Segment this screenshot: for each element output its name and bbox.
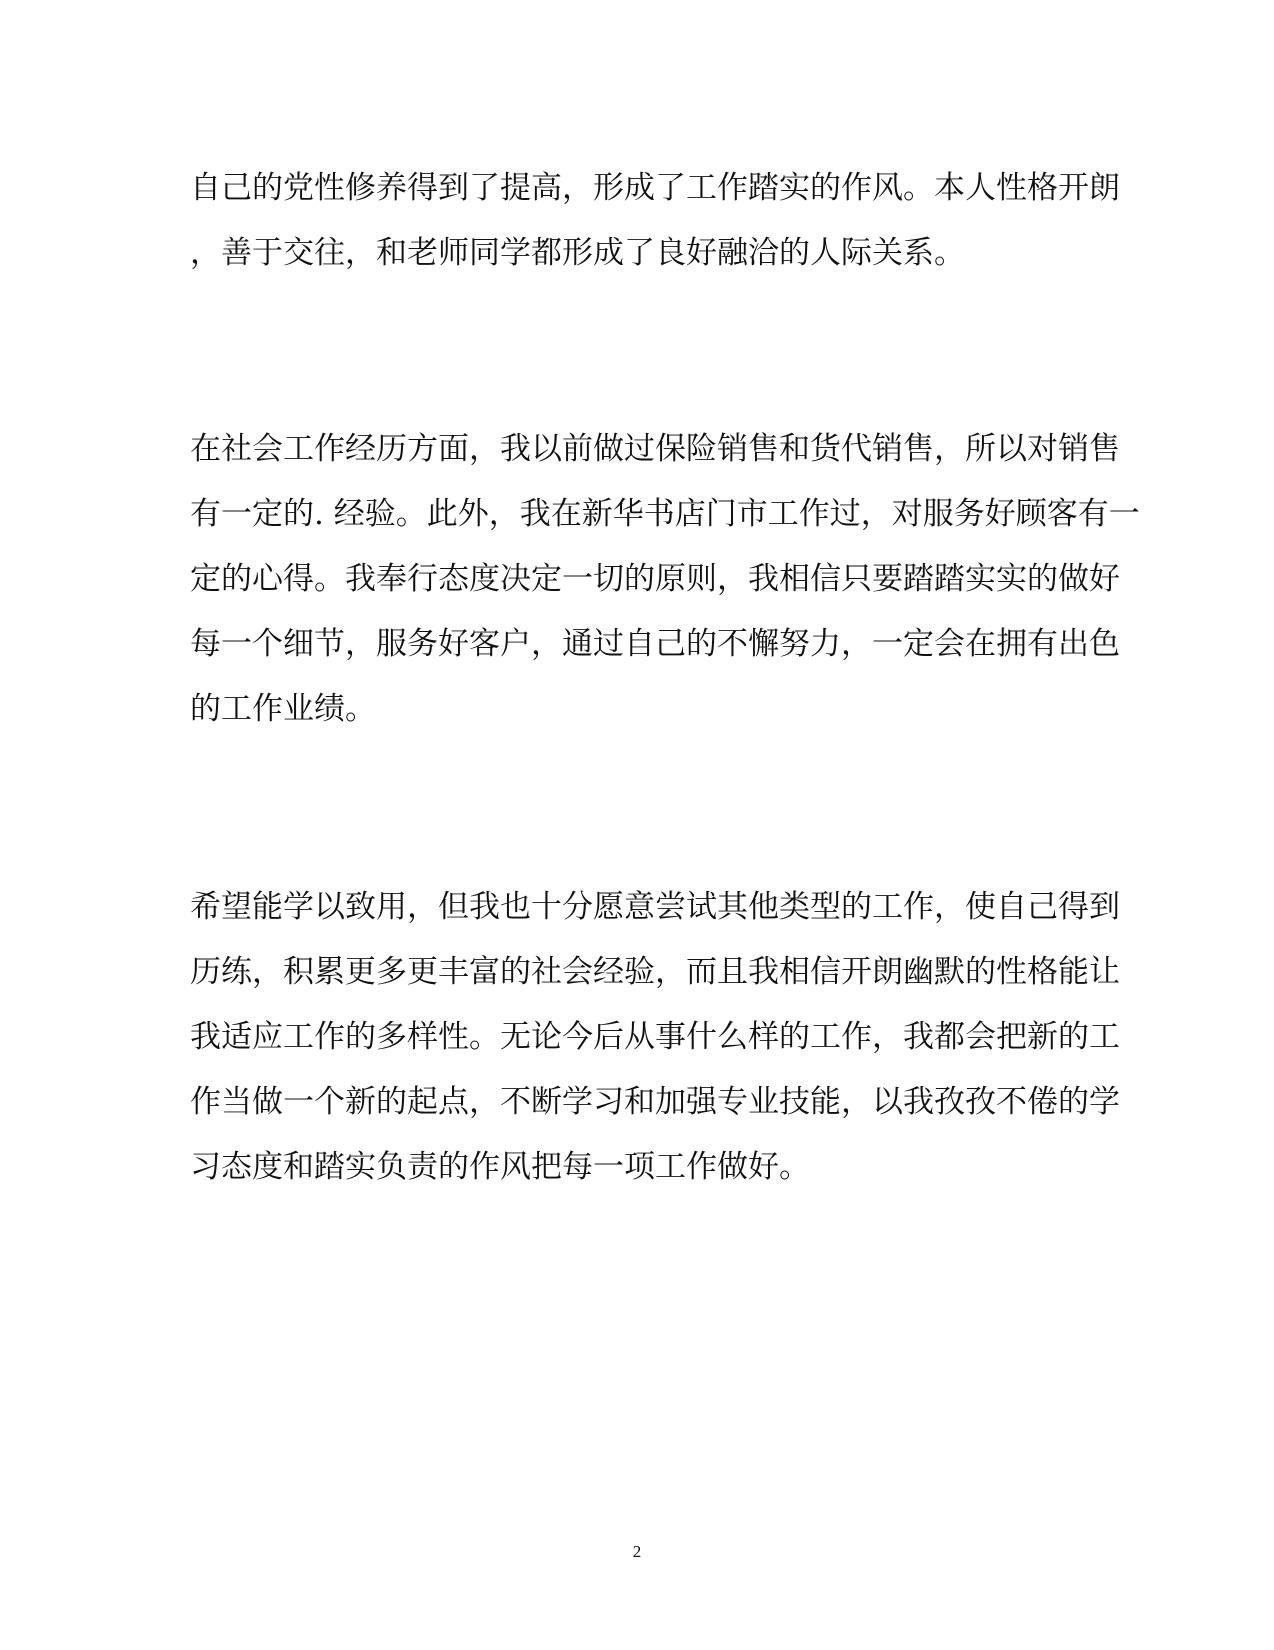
text-line: 我适应工作的多样性。无论今后从事什么样的工作，我都会把新的工 xyxy=(190,1019,1120,1055)
text-line: 自己的党性修养得到了提高，形成了工作踏实的作风。本人性格开朗 xyxy=(190,170,1120,206)
text-line: 有一定的. 经验。此外，我在新华书店门市工作过，对服务好顾客有一 xyxy=(190,496,1140,532)
text-line: 在社会工作经历方面，我以前做过保险销售和货代销售，所以对销售 xyxy=(190,431,1120,467)
text-line: 定的心得。我奉行态度决定一切的原则，我相信只要踏踏实实的做好 xyxy=(190,561,1120,597)
page-number: 2 xyxy=(632,1542,642,1561)
text-line: 的工作业绩。 xyxy=(190,691,376,727)
paragraph-work-experience xyxy=(190,417,1140,742)
text-line: 作当做一个新的起点，不断学习和加强专业技能，以我孜孜不倦的学 xyxy=(190,1084,1120,1120)
text-line: 希望能学以致用，但我也十分愿意尝试其他类型的工作，使自己得到 xyxy=(190,889,1120,925)
text-line: 习态度和踏实负责的作风把每一项工作做好。 xyxy=(190,1149,810,1185)
paragraph-career-goals xyxy=(190,875,1120,1200)
text-line: 历练，积累更多更丰富的社会经验，而且我相信开朗幽默的性格能让 xyxy=(190,954,1120,990)
text-line: ，善于交往，和老师同学都形成了良好融洽的人际关系。 xyxy=(190,235,965,271)
paragraph-self-evaluation xyxy=(190,156,1120,286)
text-line: 每一个细节，服务好客户，通过自己的不懈努力，一定会在拥有出色 xyxy=(190,626,1120,662)
